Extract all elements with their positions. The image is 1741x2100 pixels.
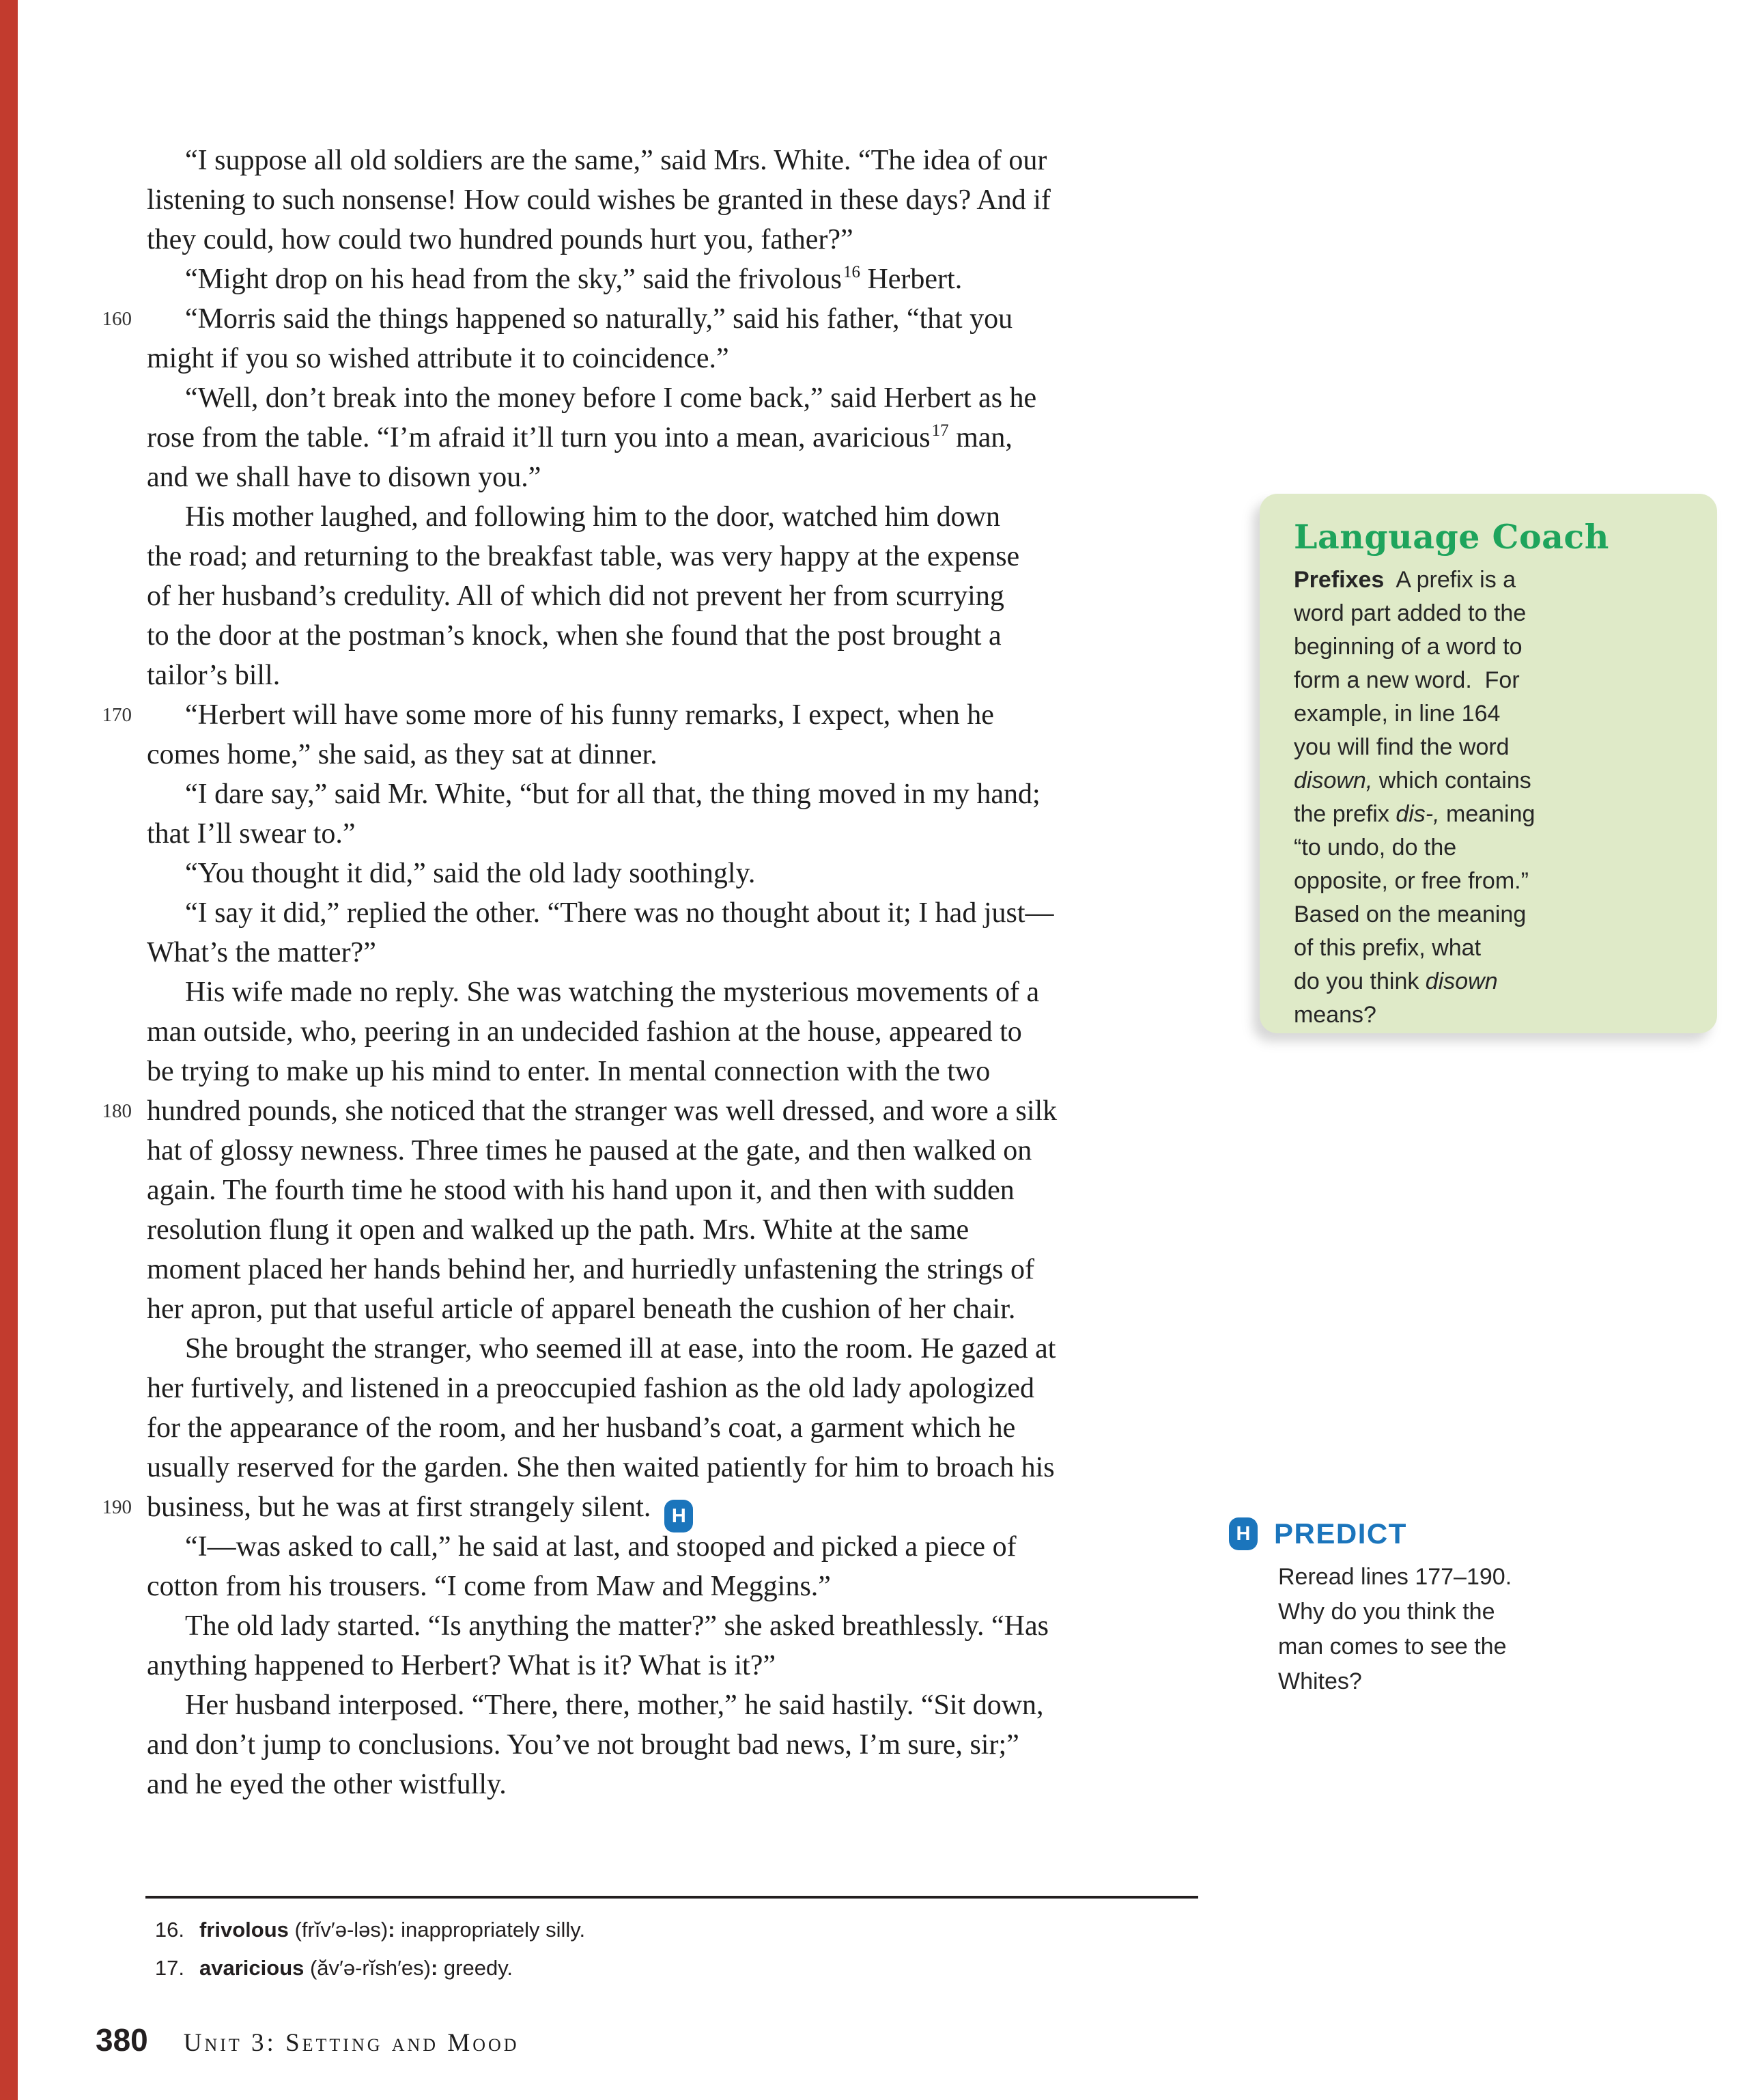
language-coach-body bbox=[1294, 563, 1686, 1032]
text-line: 190 business, but he was at first strangely silent. H bbox=[147, 1487, 1239, 1527]
footnote: 16. frivolous (frĭv′ə-ləs) : inappropriately silly. bbox=[149, 1911, 585, 1949]
language-coach-line: do you think disown bbox=[1294, 968, 1498, 994]
text-line: The old lady started. “Is anything the matter?” she asked breathlessly. “Has bbox=[185, 1610, 1049, 1642]
page-edge-band bbox=[0, 0, 18, 2100]
text-line: they could, how could two hundred pounds hurt you, father?” bbox=[147, 224, 853, 255]
footnote: 17. avaricious (ăv′ə-rĭsh′es) : greedy. bbox=[149, 1949, 585, 1987]
text-line: of her husband’s credulity. All of which did not prevent her from scurrying bbox=[147, 580, 1004, 612]
language-coach-line: word part added to the bbox=[1294, 600, 1527, 626]
text-line: “I suppose all old soldiers are the same,” said Mrs. White. “The idea of our bbox=[185, 145, 1047, 176]
language-coach-line: Based on the meaning bbox=[1294, 901, 1527, 927]
text-line: hat of glossy newness. Three times he paused at the gate, and then walked on bbox=[147, 1135, 1032, 1166]
text-line: to the door at the postman’s knock, when she found that the post brought a bbox=[147, 620, 1002, 652]
language-coach-line: the prefix dis-, meaning bbox=[1294, 801, 1535, 827]
text-line: that I’ll swear to.” bbox=[147, 818, 356, 850]
page-number: 380 bbox=[96, 2022, 148, 2058]
language-coach-line: means? bbox=[1294, 1002, 1376, 1028]
text-line: “Might drop on his head from the sky,” said the frivolous16 Herbert. bbox=[147, 260, 1239, 299]
language-coach-line: you will find the word bbox=[1294, 734, 1510, 760]
text-line: the road; and returning to the breakfast table, was very happy at the expense bbox=[147, 541, 1020, 572]
text-line: His mother laughed, and following him to the door, watched him down bbox=[185, 501, 1000, 533]
text-line: cotton from his trousers. “I come from Maw and Meggins.” bbox=[147, 1571, 831, 1602]
predict-annotation bbox=[1229, 1517, 1680, 1699]
line-number: 190 bbox=[102, 1496, 132, 1518]
text-line: “I—was asked to call,” he said at last, and stooped and picked a piece of bbox=[185, 1531, 1017, 1563]
footnote-reference: 17 bbox=[931, 421, 949, 440]
text-line: 170 “Herbert will have some more of his funny remarks, I expect, when he bbox=[147, 695, 1239, 735]
text-line: What’s the matter?” bbox=[147, 937, 376, 968]
language-coach-line: Prefixes A prefix is a bbox=[1294, 567, 1516, 593]
text-line: be trying to make up his mind to enter. In mental connection with the two bbox=[147, 1056, 991, 1087]
language-coach-title: Language Coach bbox=[1294, 517, 1609, 557]
language-coach-card bbox=[1260, 494, 1717, 1033]
footnotes bbox=[149, 1911, 585, 1987]
h-annotation-icon: H bbox=[1229, 1517, 1258, 1550]
line-number: 180 bbox=[102, 1100, 132, 1122]
footnote-number: 16. bbox=[154, 1918, 184, 1942]
language-coach-line: opposite, or free from.” bbox=[1294, 868, 1529, 894]
predict-line: man comes to see the bbox=[1278, 1634, 1507, 1660]
text-line: usually reserved for the garden. She then waited patiently for him to broach his bbox=[147, 1452, 1055, 1483]
text-line: “I dare say,” said Mr. White, “but for all that, the thing moved in my hand; bbox=[185, 779, 1041, 810]
language-coach-line: form a new word. For bbox=[1294, 667, 1520, 693]
text-line: man outside, who, peering in an undecided fashion at the house, appeared to bbox=[147, 1016, 1022, 1048]
text-line: and we shall have to disown you.” bbox=[147, 462, 541, 493]
language-coach-line: “to undo, do the bbox=[1294, 835, 1457, 860]
text-line: and don’t jump to conclusions. You’ve not brought bad news, I’m sure, sir;” bbox=[147, 1729, 1019, 1761]
text-line: comes home,” she said, as they sat at dinner. bbox=[147, 739, 657, 770]
text-line: her apron, put that useful article of apparel beneath the cushion of her chair. bbox=[147, 1293, 1016, 1325]
text-line: Her husband interposed. “There, there, mother,” he said hastily. “Sit down, bbox=[185, 1690, 1044, 1721]
footnote-reference: 16 bbox=[843, 263, 860, 281]
text-line: “Well, don’t break into the money before I come back,” said Herbert as he bbox=[185, 382, 1037, 414]
page-footer bbox=[96, 2021, 520, 2058]
language-coach-line: example, in line 164 bbox=[1294, 701, 1501, 727]
text-line: her furtively, and listened in a preoccupied fashion as the old lady apologized bbox=[147, 1373, 1035, 1404]
body-text bbox=[102, 141, 1239, 1804]
footnote-number: 17. bbox=[154, 1956, 184, 1980]
text-line: listening to such nonsense! How could wishes be granted in these days? And if bbox=[147, 184, 1051, 216]
text-line: 160 “Morris said the things happened so naturally,” said his father, “that you bbox=[147, 299, 1239, 339]
text-line: anything happened to Herbert? What is it? What is it?” bbox=[147, 1650, 776, 1681]
text-line: 180 hundred pounds, she noticed that the stranger was well dressed, and wore a silk bbox=[147, 1091, 1239, 1131]
predict-line: Reread lines 177–190. bbox=[1278, 1564, 1512, 1590]
text-line: rose from the table. “I’m afraid it’ll turn you into a mean, avaricious17 man, bbox=[147, 418, 1239, 458]
predict-line: Whites? bbox=[1278, 1668, 1362, 1694]
predict-line: Why do you think the bbox=[1278, 1599, 1495, 1625]
predict-body bbox=[1278, 1560, 1680, 1699]
predict-header bbox=[1229, 1517, 1680, 1550]
language-coach-line: beginning of a word to bbox=[1294, 634, 1523, 660]
text-line: might if you so wished attribute it to coincidence.” bbox=[147, 343, 729, 374]
text-line: His wife made no reply. She was watching the mysterious movements of a bbox=[185, 977, 1040, 1008]
text-line: “You thought it did,” said the old lady soothingly. bbox=[185, 858, 756, 889]
predict-heading: PREDICT bbox=[1274, 1517, 1407, 1550]
footnote-divider bbox=[145, 1896, 1198, 1899]
text-line: and he eyed the other wistfully. bbox=[147, 1769, 507, 1800]
text-line: tailor’s bill. bbox=[147, 660, 281, 691]
language-coach-line: of this prefix, what bbox=[1294, 935, 1482, 961]
text-line: She brought the stranger, who seemed ill at ease, into the room. He gazed at bbox=[185, 1333, 1056, 1364]
text-line: again. The fourth time he stood with his hand upon it, and then with sudden bbox=[147, 1175, 1015, 1206]
text-line: for the appearance of the room, and her husband’s coat, a garment which he bbox=[147, 1412, 1016, 1444]
line-number: 160 bbox=[102, 308, 132, 330]
text-line: “I say it did,” replied the other. “There was no thought about it; I had just— bbox=[185, 897, 1054, 929]
unit-title: Unit 3: Setting and Mood bbox=[183, 2029, 520, 2057]
h-annotation-icon: H bbox=[664, 1500, 693, 1532]
line-number: 170 bbox=[102, 704, 132, 726]
language-coach-line: disown, which contains bbox=[1294, 768, 1531, 794]
text-line: resolution flung it open and walked up the path. Mrs. White at the same bbox=[147, 1214, 969, 1246]
text-line: moment placed her hands behind her, and hurriedly unfastening the strings of bbox=[147, 1254, 1034, 1285]
